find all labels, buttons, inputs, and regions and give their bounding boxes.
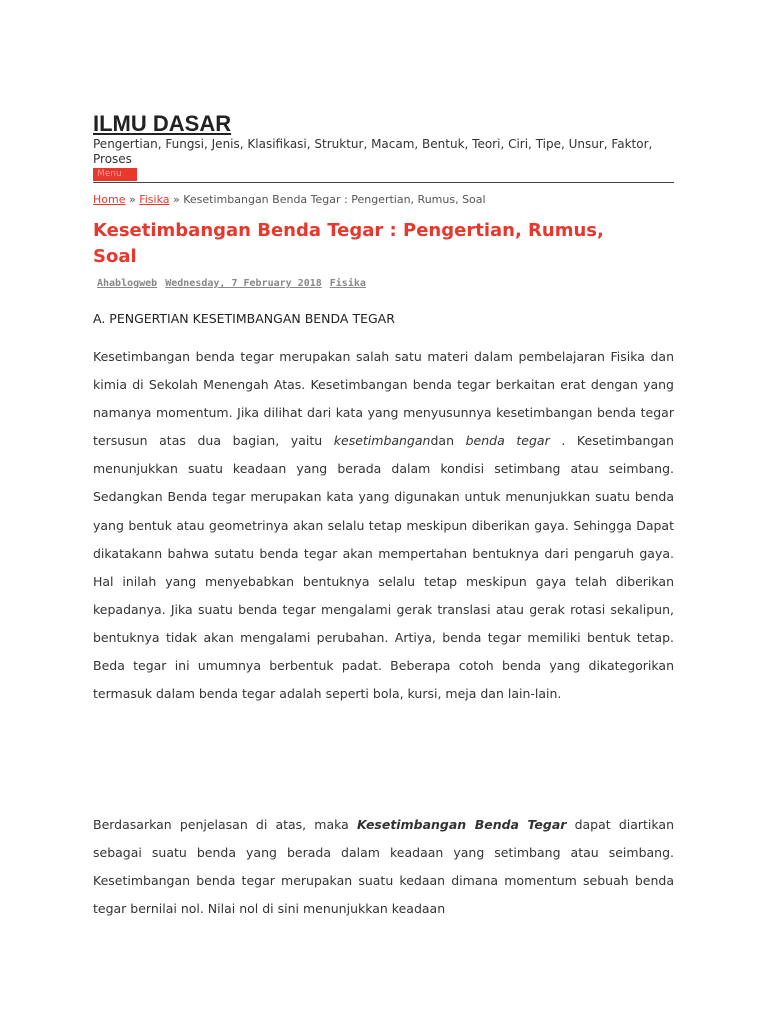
body-paragraph — [93, 343, 674, 708]
paragraph-text: dapat diartikan sebagai suatu benda yang berada dalam keadaan yang setimbang atau seimbang. Kesetimbangan benda tegar merupakan suatu kedaan dimana momentum sebuah benda tegar bernilai nol. Nilai nol di sini menunjukkan keadaan — [93, 817, 674, 917]
breadcrumb-category-link[interactable]: Fisika — [139, 193, 170, 206]
term-kesetimbangan: kesetimbangan — [333, 433, 431, 449]
site-description: Pengertian, Fungsi, Jenis, Klasifikasi, Struktur, Macam, Bentuk, Teori, Ciri, Tipe, Unsur, Faktor, Proses — [93, 137, 653, 166]
breadcrumb — [93, 193, 486, 207]
paragraph-text: Kesetimbangan benda tegar merupakan salah satu materi dalam pembelajaran Fisika dan kimia di Sekolah Menengah Atas. Kesetimbangan benda tegar berkaitan erat dengan yang namanya momentum. Jika dilihat dari kata yang menyusunnya kesetimbangan benda tegar tersusun atas dua bagian, yaitu — [93, 349, 674, 449]
paragraph-text: . Kesetimbangan menunjukkan suatu keadaan yang berada dalam kondisi setimbang atau seimbang. Sedangkan Benda tegar merupakan kata yang digunakan untuk menunjukkan suatu benda yang bentuk atau geometrinya akan selalu tetap meskipun diberikan gaya. Sehingga Dapat dikatakann bahwa sutatu benda tegar akan mempertahan bentuknya dari pengaruh gaya. Hal inilah yang menyebabkan bentuknya selalu tetap meskipun gaya telah diberikan kepadanya. Jika suatu benda tegar mengalami gerak translasi atau gerak rotasi sekalipun, bentuknya tidak akan mengalami perubahan. Artiya, benda tegar memiliki bentuk tetap. Beda tegar ini umumnya berbentuk padat. Beberapa cotoh benda yang dikategorikan termasuk dalam benda tegar adalah seperti bola, kursi, meja dan lain-lain. — [93, 433, 674, 702]
body-paragraph — [93, 811, 674, 923]
post-author-link[interactable]: Ahablogweb — [97, 278, 158, 289]
breadcrumb-separator: » — [125, 193, 140, 206]
post-label-link[interactable]: Fisika — [329, 278, 366, 289]
menu-button[interactable] — [93, 168, 137, 181]
site-title[interactable]: ILMU DASAR — [93, 111, 232, 136]
section-heading: A. PENGERTIAN KESETIMBANGAN BENDA TEGAR — [93, 311, 395, 326]
menu-label: Menu — [97, 169, 122, 179]
header-divider — [93, 182, 674, 183]
post-title: Kesetimbangan Benda Tegar : Pengertian, Rumus, Soal — [93, 220, 604, 267]
breadcrumb-home-link[interactable]: Home — [93, 193, 126, 206]
post-meta — [97, 277, 374, 290]
breadcrumb-separator: » — [169, 193, 184, 206]
term-benda-tegar: benda tegar — [465, 433, 550, 449]
breadcrumb-current: Kesetimbangan Benda Tegar : Pengertian, Rumus, Soal — [183, 193, 486, 206]
post-date-link[interactable]: Wednesday, 7 February 2018 — [165, 278, 322, 289]
term-kesetimbangan-benda-tegar: Kesetimbangan Benda Tegar — [356, 817, 567, 832]
paragraph-text: dan — [430, 433, 466, 449]
paragraph-text: Berdasarkan penjelasan di atas, maka — [93, 817, 357, 832]
